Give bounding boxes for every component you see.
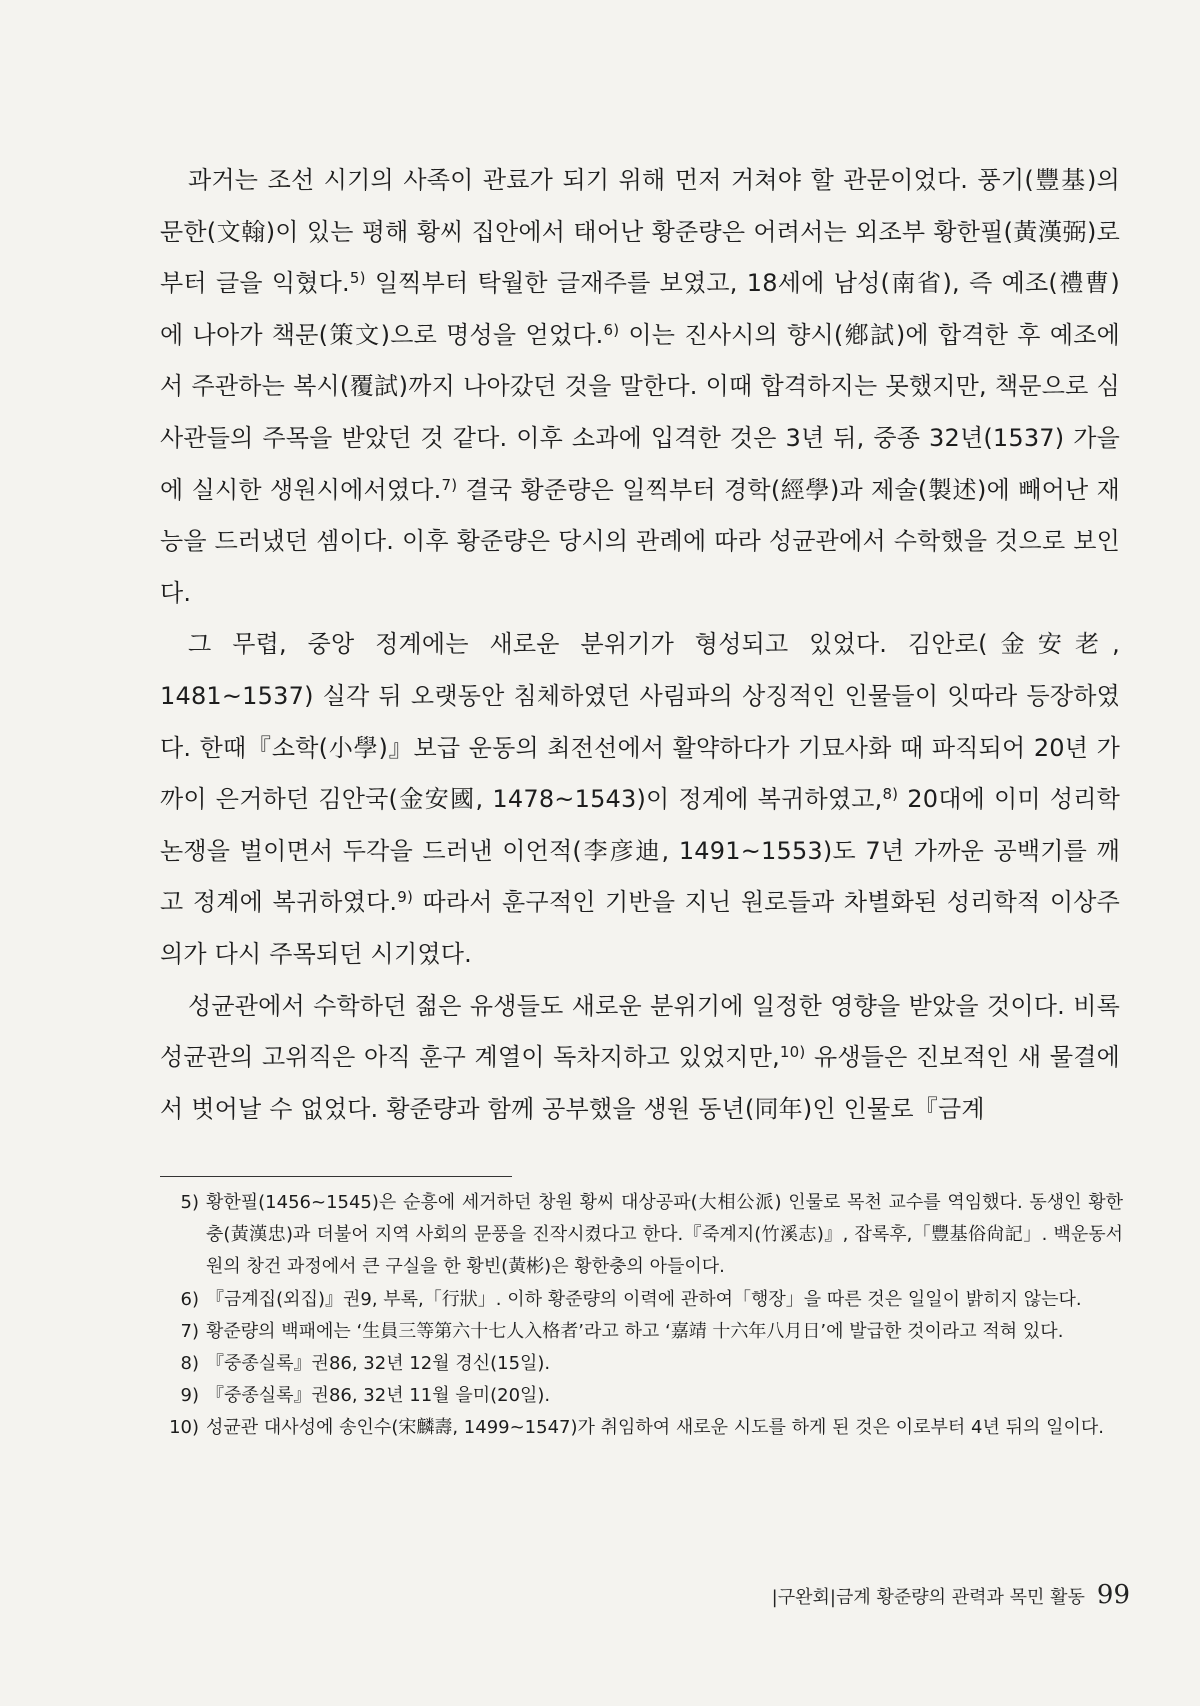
footnote-text: 황한필(1456~1545)은 순흥에 세거하던 창원 황씨 대상공파(大相公派) 인물로 목천 교수를 역임했다. 동생인 황한충(黃漢忠)과 더불어 지역 사회의 문풍을 진작시켰다고 한다.『죽계지(竹溪志)』, 잡록후,「豐基俗尙記」. 백운동서원의 창건 과정에서 큰 구실을 한 황빈(黃彬)은 황한충의 아들이다.: [206, 1192, 1123, 1278]
text-run: 이는 진사시의 향시(鄕試)에 합격한 후 예조에서 주관하는 복시(覆試)까지 나아갔던 것을 말한다. 이때 합격하지는 못했지만, 책문으로 심사관들의 주목을 받았던 것 같다. 이후 소과에 입격한 것은 3년 뒤, 중종 32년(1537) 가을에 실시한 생원시에서였다.: [160, 320, 1120, 504]
paragraph: [160, 981, 1120, 1136]
footnote-number: 9): [180, 1385, 199, 1407]
footnote-number: 6): [180, 1288, 199, 1310]
text-run: 성균관에서 수학하던 젊은 유생들도 새로운 분위기에 일정한 영향을 받았을 것이다. 비록 성균관의 고위직은 아직 훈구 계열이 독차지하고 있었지만,: [160, 991, 1120, 1072]
footnote-number: 5): [180, 1192, 199, 1213]
footnotes: [160, 1187, 1123, 1445]
footnote: [160, 1380, 1123, 1412]
footnote-text: 성균관 대사성에 송인수(宋麟壽, 1499~1547)가 취임하여 새로운 시도를 하게 된 것은 이로부터 4년 뒤의 일이다.: [206, 1417, 1104, 1439]
footnote-text: 『중종실록』권86, 32년 11월 을미(20일).: [206, 1385, 551, 1407]
main-text: [160, 155, 1120, 1135]
footnote-ref: 10): [779, 1043, 806, 1062]
text-run: 20대에 이미 성리학 논쟁을 벌이면서 두각을 드러낸 이언적(李彦迪, 1491~1553)도 7년 가까운 공백기를 깨고 정계에 복귀하였다.: [160, 785, 1120, 917]
footnote: [160, 1316, 1123, 1348]
footnote-text: 『금계집(외집)』권9, 부록,「行狀」. 이하 황준량의 이력에 관하여「행장」을 따른 것은 일일이 밝히지 않는다.: [206, 1288, 1082, 1310]
footnote-number: 8): [180, 1353, 199, 1375]
footnote-number: 7): [180, 1320, 199, 1342]
footnote-text: 『중종실록』권86, 32년 12월 경신(15일).: [206, 1353, 551, 1375]
footnote-ref: 6): [603, 320, 620, 339]
footnote-number: 10): [169, 1417, 199, 1439]
footnote-ref: 8): [882, 785, 899, 804]
footnote-ref: 5): [349, 269, 366, 288]
text-run: 유생들은 진보적인 새 물결에서 벗어날 수 없었다. 황준량과 함께 공부했을 생원 동년(同年)인 인물로『금계: [160, 1043, 1120, 1123]
footnote-text: 황준량의 백패에는 ‘生員三等第六十七人入格者’라고 하고 ‘嘉靖 十六年八月日’에 발급한 것이라고 적혀 있다.: [206, 1320, 1064, 1342]
text-run: 결국 황준량은 일찍부터 경학(經學)과 제술(製述)에 빼어난 재능을 드러냈던 셈이다. 이후 황준량은 당시의 관례에 따라 성균관에서 수학했을 것으로 보인다.: [160, 475, 1120, 607]
footnote: [160, 1348, 1123, 1380]
footnote: [160, 1284, 1123, 1316]
running-head: |구완회|금계 황준량의 관력과 목민 활동: [771, 1587, 1085, 1608]
running-footer: [772, 1580, 1130, 1610]
page-number: 99: [1096, 1580, 1130, 1610]
footnote-divider: [160, 1176, 512, 1177]
text-run: 따라서 훈구적인 기반을 지닌 원로들과 차별화된 성리학적 이상주의가 다시 주목되던 시기였다.: [160, 888, 1120, 968]
footnote-ref: 9): [397, 888, 413, 907]
paragraph: [160, 619, 1120, 980]
text-run: 일찍부터 탁월한 글재주를 보였고, 18세에 남성(南省), 즉 예조(禮曹)에 나아가 책문(策文)으로 명성을 얻었다.: [160, 269, 1120, 349]
paragraph: [160, 155, 1120, 619]
text-run: 과거는 조선 시기의 사족이 관료가 되기 위해 먼저 거쳐야 할 관문이었다. 풍기(豐基)의 문한(文翰)이 있는 평해 황씨 집안에서 태어난 황준량은 어려서는 외조부 황한필(黃漢弼)로부터 글을 익혔다.: [160, 166, 1120, 298]
footnote: [160, 1187, 1123, 1284]
footnote-ref: 7): [441, 475, 458, 494]
footnote: [160, 1412, 1123, 1444]
text-run: 그 무렵, 중앙 정계에는 새로운 분위기가 형성되고 있었다. 김안로(金安老, 1481~1537) 실각 뒤 오랫동안 침체하였던 사림파의 상징적인 인물들이 잇따라 등장하였다. 한때『소학(小學)』보급 운동의 최전선에서 활약하다가 기묘사화 때 파직되어 20년 가까이 은거하던 김안국(金安國, 1478~1543)이 정계에 복귀하였고,: [160, 630, 1120, 814]
